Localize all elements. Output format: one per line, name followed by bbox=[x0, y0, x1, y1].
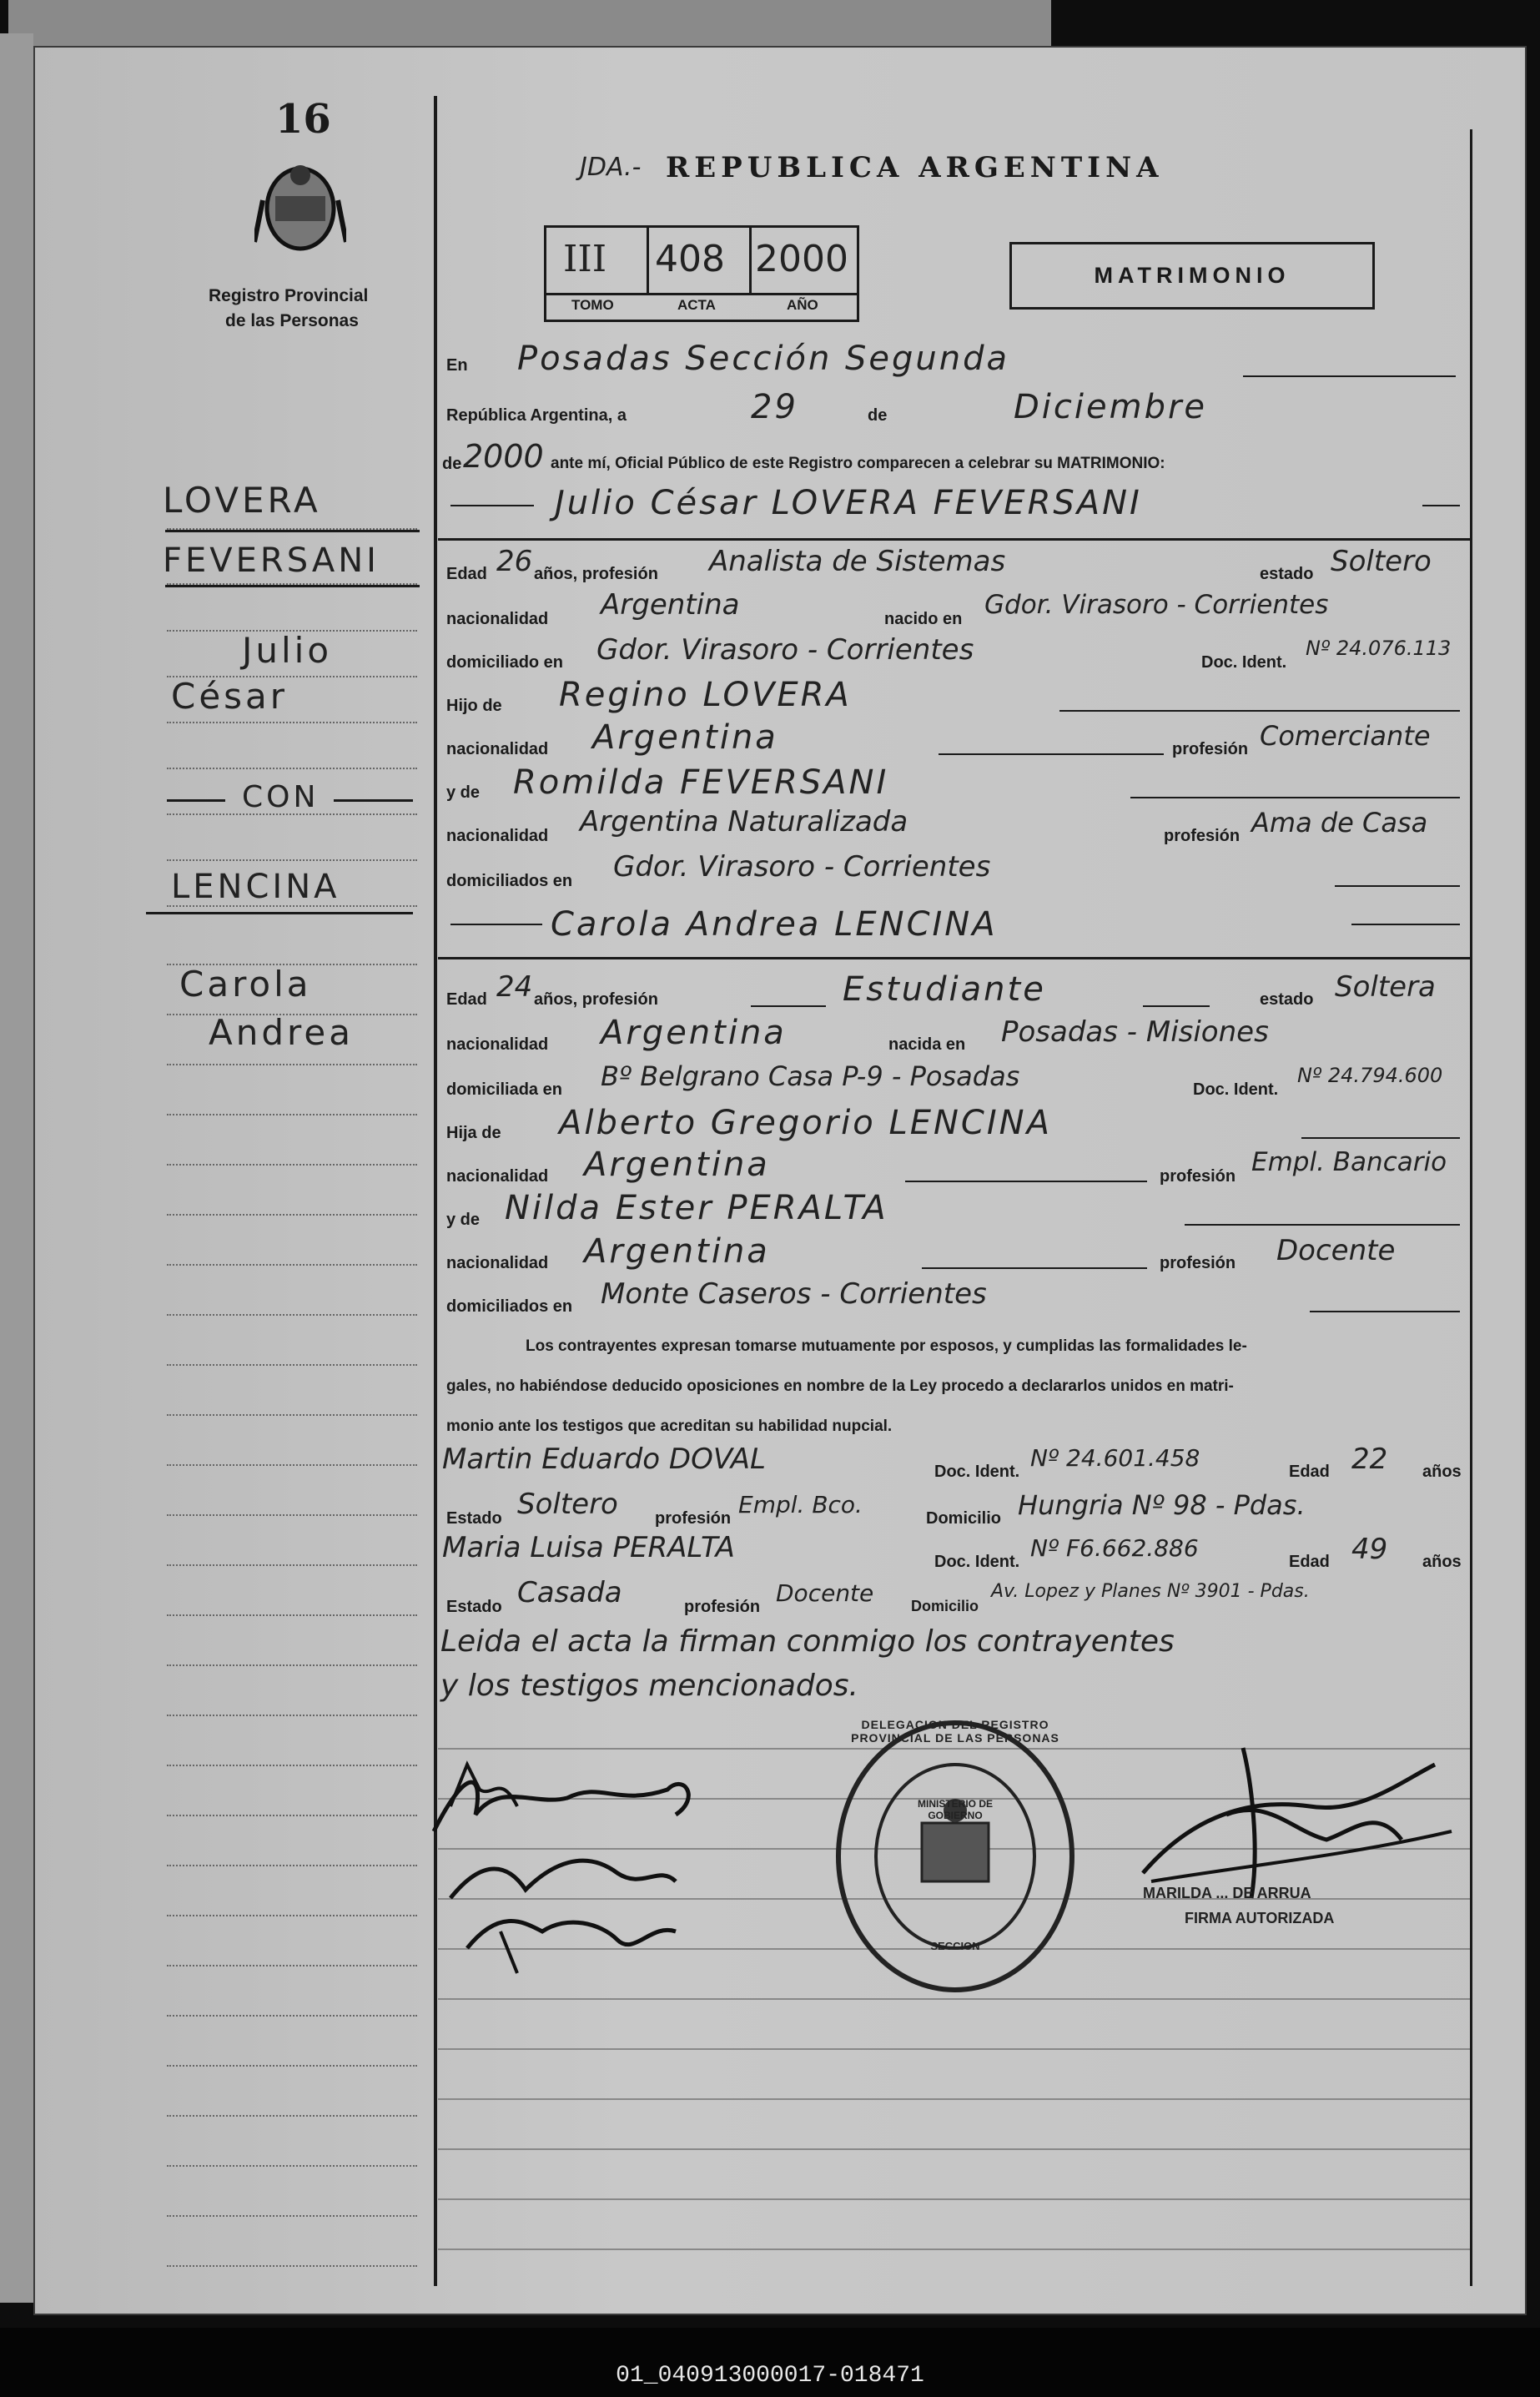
bride-yde-label: y de bbox=[446, 1211, 481, 1229]
closing-line1: Leida el acta la firman conmigo los contrayentes bbox=[440, 1624, 1175, 1659]
stamp-line2: FIRMA AUTORIZADA bbox=[1185, 1910, 1335, 1926]
seal-section-text: SECCION bbox=[930, 1940, 980, 1952]
witness2-doc: Nº F6.662.886 bbox=[1030, 1534, 1199, 1562]
witness2-profession: Docente bbox=[776, 1579, 874, 1607]
coat-of-arms-icon bbox=[254, 150, 346, 259]
groom-doc: Nº 24.076.113 bbox=[1306, 637, 1452, 660]
registry-seal-icon bbox=[830, 1715, 1080, 1998]
groom-parents-dom-label: domiciliados en bbox=[446, 872, 573, 890]
witness1-name: Martin Eduardo DOVAL bbox=[442, 1443, 766, 1476]
witness1-doc-label: Doc. Ident. bbox=[934, 1463, 1020, 1481]
place-value: Posadas Sección Segunda bbox=[517, 340, 1010, 378]
declaration-line1: Los contrayentes expresan tomarse mutuamente por esposos, y cumplidas las formalidades le- bbox=[526, 1337, 1247, 1355]
day-value: 29 bbox=[751, 388, 798, 426]
groom-age: 26 bbox=[496, 545, 533, 578]
margin-groom-surname-2: FEVERSANI bbox=[163, 541, 380, 580]
witness1-domicilio-label: Domicilio bbox=[926, 1509, 1002, 1528]
bride-age: 24 bbox=[496, 970, 533, 1004]
closing-line2: y los testigos mencionados. bbox=[440, 1669, 858, 1703]
tomo-label: TOMO bbox=[571, 297, 614, 313]
bride-father-prof-label: profesión bbox=[1160, 1167, 1236, 1186]
margin-bride-name-2: Andrea bbox=[209, 1012, 354, 1053]
groom-domiciliado-label: domiciliado en bbox=[446, 653, 564, 672]
record-type-box bbox=[1009, 242, 1375, 310]
header-prefix: JDA.- bbox=[580, 153, 642, 182]
margin-groom-name-2: César bbox=[171, 676, 289, 717]
stamp-line1: MARILDA ... DE ARRUA bbox=[1143, 1885, 1311, 1901]
bride-mother-profession: Docente bbox=[1276, 1234, 1396, 1267]
month-value: Diciembre bbox=[1014, 388, 1208, 426]
groom-status: Soltero bbox=[1331, 545, 1432, 578]
bride-profession: Estudiante bbox=[843, 970, 1046, 1009]
bride-parents-dom-label: domiciliados en bbox=[446, 1297, 573, 1316]
seal-ring-text: DELEGACION DEL REGISTRO PROVINCIAL DE LAS PERSONAS bbox=[851, 1718, 1059, 1745]
margin-bride-name-1: Carola bbox=[179, 964, 312, 1005]
groom-nacido-label: nacido en bbox=[884, 610, 963, 628]
witness1-profesion-label: profesión bbox=[655, 1509, 732, 1528]
groom-father-profession: Comerciante bbox=[1260, 720, 1431, 752]
groom-parents-domicile: Gdor. Virasoro - Corrientes bbox=[613, 850, 991, 884]
bride-edad-label: Edad bbox=[446, 990, 487, 1009]
groom-hijo-label: Hijo de bbox=[446, 697, 502, 715]
margin-groom-surname-1: LOVERA bbox=[163, 480, 321, 521]
republica-label: República Argentina, a bbox=[446, 406, 627, 425]
bride-parents-domicile: Monte Caseros - Corrientes bbox=[601, 1277, 987, 1311]
groom-domicile: Gdor. Virasoro - Corrientes bbox=[596, 633, 974, 667]
witness1-age: 22 bbox=[1351, 1443, 1388, 1476]
witness2-doc-label: Doc. Ident. bbox=[934, 1553, 1020, 1571]
groom-mother-nat-label: nacionalidad bbox=[446, 827, 549, 845]
bride-estado-label: estado bbox=[1260, 990, 1314, 1009]
bride-father: Alberto Gregorio LENCINA bbox=[559, 1104, 1052, 1142]
bride-domicile: Bº Belgrano Casa P-9 - Posadas bbox=[601, 1060, 1020, 1092]
witness2-domicilio-label: Domicilio bbox=[911, 1598, 979, 1614]
year-prefix-label: de bbox=[442, 455, 462, 473]
witness1-estado-label: Estado bbox=[446, 1509, 502, 1528]
bride-hija-label: Hija de bbox=[446, 1124, 501, 1142]
groom-doc-label: Doc. Ident. bbox=[1201, 653, 1287, 672]
groom-mother-prof-label: profesión bbox=[1164, 827, 1241, 845]
groom-birthplace: Gdor. Virasoro - Corrientes bbox=[984, 590, 1329, 620]
groom-mother: Romilda FEVERSANI bbox=[513, 763, 889, 802]
witness1-doc: Nº 24.601.458 bbox=[1030, 1444, 1200, 1472]
country-title: REPUBLICA ARGENTINA bbox=[666, 151, 1164, 184]
witness1-edad-label: Edad bbox=[1289, 1463, 1330, 1481]
bride-nacionalidad-label: nacionalidad bbox=[446, 1035, 549, 1054]
en-label: En bbox=[446, 356, 468, 375]
witness2-name: Maria Luisa PERALTA bbox=[442, 1531, 735, 1564]
groom-anos-profesion-label: años, profesión bbox=[534, 565, 658, 583]
bride-doc: Nº 24.794.600 bbox=[1297, 1064, 1443, 1087]
bride-doc-label: Doc. Ident. bbox=[1193, 1080, 1279, 1099]
register-page bbox=[33, 46, 1527, 2315]
groom-mother-nationality: Argentina Naturalizada bbox=[580, 805, 908, 838]
witness2-profesion-label: profesión bbox=[684, 1598, 761, 1616]
witness2-age: 49 bbox=[1351, 1533, 1388, 1566]
bride-nacida-label: nacida en bbox=[888, 1035, 966, 1054]
margin-groom-name-1: Julio bbox=[242, 630, 333, 671]
witness2-domicile: Av. Lopez y Planes Nº 3901 - Pdas. bbox=[991, 1581, 1310, 1602]
groom-nationality: Argentina bbox=[601, 588, 740, 622]
official-signature bbox=[1126, 1715, 1477, 1965]
groom-father-prof-label: profesión bbox=[1172, 740, 1249, 758]
bride-birthplace: Posadas - Misiones bbox=[1001, 1015, 1269, 1049]
margin-connector: CON bbox=[242, 780, 320, 814]
year-value: 2000 bbox=[463, 438, 544, 475]
witness1-status: Soltero bbox=[517, 1488, 618, 1521]
bride-mother-nationality: Argentina bbox=[584, 1232, 770, 1271]
bride-father-nationality: Argentina bbox=[584, 1146, 770, 1184]
bride-mother-prof-label: profesión bbox=[1160, 1254, 1236, 1272]
groom-father: Regino LOVERA bbox=[559, 676, 852, 714]
witness1-profession: Empl. Bco. bbox=[738, 1491, 863, 1518]
bride-mother: Nilda Ester PERALTA bbox=[505, 1189, 888, 1227]
groom-edad-label: Edad bbox=[446, 565, 487, 583]
declaration-line2: gales, no habiéndose deducido oposiciones en nombre de la Ley procedo a declararlos unidos en matri- bbox=[446, 1377, 1234, 1395]
bride-father-nat-label: nacionalidad bbox=[446, 1167, 549, 1186]
contrayentes-signatures bbox=[400, 1681, 717, 2015]
witness1-anos-label: años bbox=[1422, 1463, 1462, 1481]
bride-status: Soltera bbox=[1335, 970, 1436, 1004]
witness2-anos-label: años bbox=[1422, 1553, 1462, 1571]
ano-label: AÑO bbox=[787, 297, 818, 313]
de-label: de bbox=[868, 406, 888, 425]
bride-father-profession: Empl. Bancario bbox=[1251, 1147, 1447, 1177]
groom-full-name: Julio César LOVERA FEVERSANI bbox=[555, 484, 1142, 522]
groom-profession: Analista de Sistemas bbox=[709, 545, 1006, 578]
bride-anos-profesion-label: años, profesión bbox=[534, 990, 658, 1009]
record-id-box bbox=[544, 225, 859, 322]
groom-father-nat-label: nacionalidad bbox=[446, 740, 549, 758]
bride-mother-nat-label: nacionalidad bbox=[446, 1254, 549, 1272]
record-type: MATRIMONIO bbox=[1094, 263, 1291, 288]
ano-value: 2000 bbox=[755, 238, 848, 280]
acta-label: ACTA bbox=[677, 297, 716, 313]
registry-name-line2: de las Personas bbox=[225, 311, 359, 330]
acta-value: 408 bbox=[655, 238, 725, 280]
declaration-line3: monio ante los testigos que acreditan su habilidad nupcial. bbox=[446, 1418, 893, 1435]
groom-mother-profession: Ama de Casa bbox=[1251, 807, 1428, 838]
book-spine bbox=[0, 33, 33, 2303]
tomo-value: III bbox=[563, 238, 607, 280]
bride-full-name: Carola Andrea LENCINA bbox=[551, 905, 998, 944]
bride-nationality: Argentina bbox=[601, 1014, 787, 1052]
seal-inner-text: MINISTERIO DE GOBIERNO bbox=[917, 1798, 993, 1821]
intro-statement: ante mí, Oficial Público de este Registro comparecen a celebrar su MATRIMONIO: bbox=[551, 455, 1165, 472]
groom-estado-label: estado bbox=[1260, 565, 1314, 583]
page-number: 16 bbox=[275, 96, 331, 143]
witness2-edad-label: Edad bbox=[1289, 1553, 1330, 1571]
groom-father-nationality: Argentina bbox=[592, 718, 778, 757]
groom-nacionalidad-label: nacionalidad bbox=[446, 610, 549, 628]
registry-name-line1: Registro Provincial bbox=[209, 286, 369, 305]
witness2-estado-label: Estado bbox=[446, 1598, 502, 1616]
bride-domiciliada-label: domiciliada en bbox=[446, 1080, 562, 1099]
witness1-domicile: Hungria Nº 98 - Pdas. bbox=[1018, 1489, 1306, 1521]
witness2-status: Casada bbox=[517, 1576, 622, 1609]
image-identifier: 01_040913000017-018471 bbox=[616, 2363, 924, 2389]
margin-bride-surname: LENCINA bbox=[171, 868, 340, 906]
groom-yde-label: y de bbox=[446, 783, 481, 802]
